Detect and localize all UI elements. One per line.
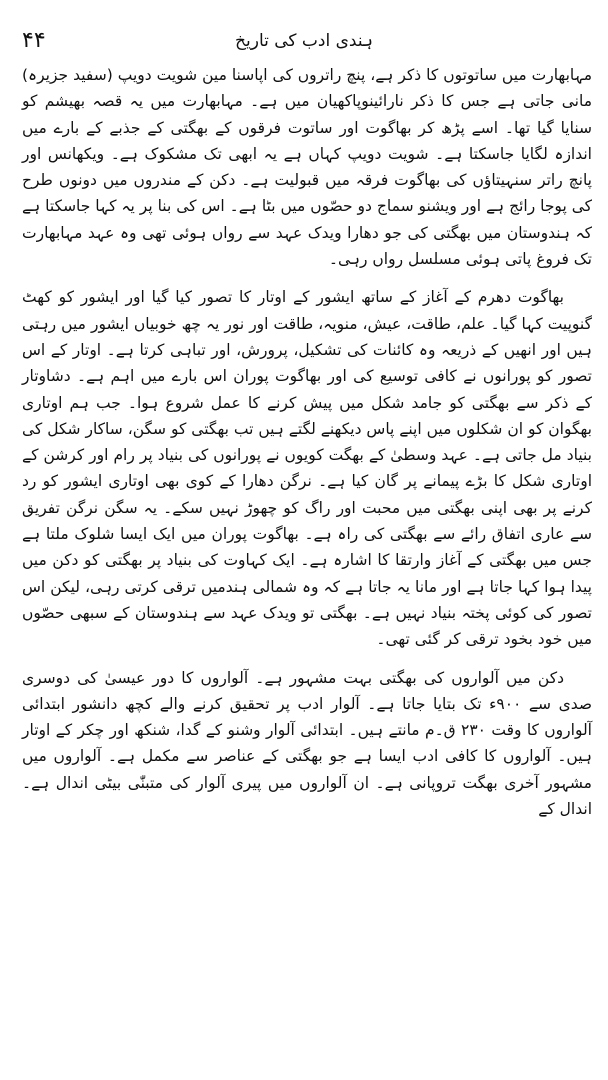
running-title: ہندی ادب کی تاریخ: [235, 31, 373, 51]
page-number: ۴۴: [22, 28, 46, 53]
paragraph-1: مہابھارت میں ساتوتوں کا ذکر ہے، پنچ راتروں کی اپاسنا مین شویت دویپ (سفید جزیرہ) مانی جاتی ہے جس کا ذکر نارائینوپاکھیان میں ہے۔ مہابھارت میں یہ قصہ بھیشم کو سنایا گیا تھا۔ اسے پڑھ کر بھاگوت اور ساتوت فرقوں کے بھگتی کے جذبے کے بارے میں اندازہ لگایا جاسکتا ہے۔ شویت دویپ کہاں ہے یہ ابھی تک مشکوک ہے۔ ویکھانس اور پانچ راتر سنہیتاؤں کی بھاگوت فرقہ میں قبولیت ہے۔ دکن کے مندروں میں دونوں طرح کی پوجا رائج ہے اور ویشنو سماج دو حصّوں میں بٹا ہے۔ اس کی بنا پر یہ کہا جاسکتا ہے کہ ہندوستان میں بھگتی کی جو دھارا ویدک عہد سے رواں ہوئی تھی وہ عہد مہابھارت تک فروغ پاتی ہوئی مسلسل رواں رہی۔: [22, 66, 592, 269]
paragraph-2: بھاگوت دھرم کے آغاز کے ساتھ ایشور کے اوتار کا تصور کیا گیا اور ایشور کو کھٹ گنوپیت کہا گیا۔ علم، طاقت، عیش، منویہ، طاقت اور نور یہ چھ خوبیاں ایشور میں رہتی ہیں اور انھیں کے ذریعہ وہ کائنات کی تشکیل، پرورش، اور تباہی کرتا ہے۔ اوتار کے اس تصور کو پورانوں نے کافی توسیع کی اور بھاگوت پوران اس بارے میں اہم ہے۔ دشاوتار کے ذکر سے بھگتی کو جامد شکل میں پیش کرنے کا عمل شروع ہوا۔ جب ہم اوتاری بھگوان کو ان شکلوں میں اپنے پاس دیکھنے لگتے ہیں تب بھگتی کو سگن، ساکار شکل کی بنیاد مل جاتی ہے۔ عہد وسطیٰ کے بھگت کویوں نے پورانوں کی بنیاد پر رام اور کرشن کے اوتاری شکل کا بڑے پیمانے پر گان کیا ہے۔ نرگن دھارا کے کوی بھی اوتاری ایشور کو رد کرنے پر بھی اپنی بھگتی میں محبت اور راگ کو چھوڑ نہیں سکے۔ یہ سگن نرگن تفریق سے عاری اتفاق رائے سے بھگتی کی راہ ہے۔ بھاگوت پوران میں ایک ایسا شلوک ملتا ہے جس میں بھگتی کے آغاز وارتقا کا اشارہ ہے۔ ایک کہاوت کی بنیاد پر بھگتی کو دکن میں پیدا ہوا کہا جاتا ہے اور مانا یہ جاتا ہے کہ وہ شمالی ہندمیں ترقی کرتی رہی، لیکن اس تصور کی کوئی پختہ بنیاد نہیں ہے۔ بھگتی تو ویدک عہد سے ہندوستان کے سبھی حصّوں میں خود بخود ترقی کر گئی تھی۔: [22, 288, 592, 649]
paragraph-3: دکن میں آلواروں کی بھگتی بہت مشہور ہے۔ آلواروں کا دور عیسیٰ کی دوسری صدی سے ۹۰۰ء تک بتایا جاتا ہے۔ آلوار ادب پر تحقیق کرنے والے کچھ دانشور ابتدائی آلواروں کا وقت ۲۳۰ ق۔م مانتے ہیں۔ ابتدائی آلوار وشنو کے گدا، شنکھ اور چکر کے اوتار ہیں۔ آلواروں کا کافی ادب ایسا ہے جو بھگتی کے عناصر سے مکمل ہے۔ آلواروں میں مشہور آخری بھگت تروپانی ہے۔ ان آلواروں میں پیری آلوار کی متبنّٰی بیٹی اندال ہے۔ اندال کے: [22, 668, 592, 819]
body-text: [22, 62, 592, 822]
